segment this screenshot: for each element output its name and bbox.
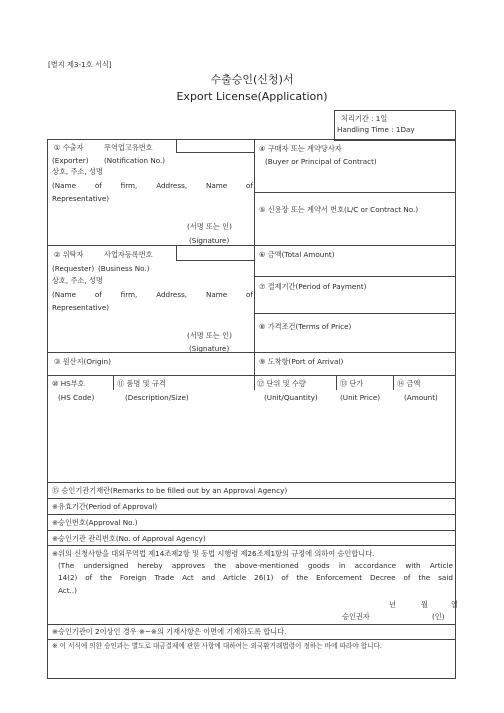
column-divider (254, 375, 255, 390)
exporter-label: ① 수출자 (54, 143, 84, 152)
title-korean: 수출승인(신청)서 (210, 73, 294, 86)
divider (254, 313, 456, 314)
exporter-firm-ko: 상호, 주소, 성명 (52, 167, 103, 176)
unit-quantity-header: ⑫ 단위 및 수량 (257, 379, 306, 388)
word: the (100, 573, 112, 582)
word: said (438, 573, 453, 582)
divider (254, 192, 456, 193)
unit-price-header: ⑬ 단가 (340, 379, 364, 388)
word: of (403, 573, 411, 582)
hs-code-header-en: (HS Code) (58, 393, 95, 402)
word: (Name (52, 290, 77, 299)
word: of (246, 290, 253, 299)
footnote-1: ※승인기관이 2이상인 경우 ※~※의 기재사항은 이면에 기재하도록 합니다. (52, 627, 287, 636)
form-number: [별지 제3-1호 서식] (48, 60, 112, 69)
exporter-sign-ko: (서명 또는 인) (187, 222, 232, 231)
payment-label: ⑦ 결제기간(Period of Payment) (259, 282, 367, 291)
business-number-field[interactable] (176, 245, 255, 261)
validity-label: ※유효기간(Period of Approval) (52, 502, 158, 511)
word: undersigned (83, 561, 129, 570)
amount-label: ⑥ 금액(Total Amount) (259, 250, 335, 259)
word: with (405, 561, 421, 570)
approver-label: 승인권자 (342, 612, 370, 621)
approval-statement-en-1 (58, 561, 453, 570)
divider (254, 276, 456, 277)
date-day: 일 (451, 600, 458, 609)
date-year: 년 (389, 600, 396, 609)
requester-label: ② 위탁자 (54, 250, 84, 259)
footnote-2: ※ 이 서식에 의한 승인과는 별도로 대금결제에 관한 사항에 대하여는 외국환거래법령이 정하는 바에 따라야 합니다. (52, 642, 382, 650)
amount-header-en: (Amount) (404, 393, 438, 402)
form-border (47, 139, 456, 679)
requester-en: (Requester) (52, 264, 95, 273)
approval-statement-en-2 (58, 573, 453, 582)
trade-number-field[interactable] (176, 139, 255, 153)
price-terms-label: ⑧ 가격조건(Terms of Price) (259, 322, 352, 331)
word: Article (429, 561, 453, 570)
divider (47, 352, 456, 353)
word: 14(2) (58, 573, 78, 582)
exporter-firm-en (52, 181, 253, 190)
word: goods (307, 561, 330, 570)
word: Name (205, 181, 228, 190)
seal-mark: (인) (432, 612, 445, 621)
word: and (201, 573, 216, 582)
exporter-en: (Exporter) (52, 156, 89, 165)
divider (47, 530, 456, 531)
business-number-label: 사업자등록번호 (104, 250, 153, 259)
divider (47, 482, 456, 483)
lc-label: ⑤ 신용장 또는 계약서 번호(L/C or Contract No.) (259, 205, 419, 214)
divider (47, 375, 456, 376)
word: Address, (156, 181, 188, 190)
hs-code-header: ⑩ HS부호 (52, 379, 85, 388)
origin-label: ③ 원산지(Origin) (54, 357, 111, 366)
approval-number-label: ※승인번호(Approval No.) (52, 518, 138, 527)
unit-price-header-en: (Unit Price) (340, 393, 381, 402)
divider (47, 514, 456, 515)
description-header: ⑪ 품명 및 규격 (117, 379, 166, 388)
word: approves (171, 561, 205, 570)
word: the (296, 573, 309, 582)
processing-time-ko: 처리기간 : 1일 (341, 114, 388, 123)
word: above-mentioned (235, 561, 299, 570)
requester-firm-ko: 상호, 주소, 성명 (52, 276, 103, 285)
amount-header: ⑭ 금액 (397, 379, 421, 388)
trade-number-label: 무역업고유번호 (104, 143, 153, 152)
word: firm, (120, 181, 138, 190)
requester-sign-ko: (서명 또는 인) (187, 331, 232, 340)
column-divider (336, 375, 337, 390)
word: Name (205, 290, 228, 299)
remarks-label: ⑮ 승인기관기재란(Remarks to be filled out by an Approval Agency) (52, 486, 288, 495)
approval-statement-ko: ※위의 신청사항을 대외무역법 제14조제2항 및 동법 시행령 제26조제1항의 규정에 의하여 승인합니다. (52, 549, 375, 558)
word: Address, (156, 290, 188, 299)
date-month: 월 (421, 600, 428, 609)
word: Act (182, 573, 194, 582)
buyer-label: ④ 구매자 또는 계약당사자 (259, 144, 342, 153)
word: (The (58, 561, 75, 570)
column-divider (113, 375, 114, 390)
word: in (338, 561, 346, 570)
word: hereby (137, 561, 163, 570)
divider (47, 545, 456, 546)
divider (47, 624, 456, 625)
approval-statement-en-3: Act..) (58, 586, 77, 595)
word: Foreign (119, 573, 147, 582)
word: of (281, 573, 289, 582)
exporter-sign-en: (Signature) (189, 236, 230, 245)
word: Trade (154, 573, 175, 582)
word: Article (223, 573, 247, 582)
column-divider (393, 375, 394, 390)
word: the (418, 573, 431, 582)
title-english: Export License(Application) (176, 90, 328, 103)
word: Decree (370, 573, 396, 582)
word: (Name (52, 181, 77, 190)
word: firm, (120, 290, 138, 299)
word: 26(1) (254, 573, 274, 582)
description-header-en: (Description/Size) (125, 393, 189, 402)
word: the (214, 561, 227, 570)
word: of (85, 573, 93, 582)
unit-quantity-header-en: (Unit/Quantity) (264, 393, 318, 402)
arrival-label: ⑨ 도착항(Port of Arrival) (259, 357, 344, 366)
requester-sign-en: (Signature) (189, 344, 230, 353)
divider (47, 639, 456, 640)
word: of (94, 181, 102, 190)
processing-time-en: Handling Time : 1Day (337, 125, 415, 134)
agency-number-label: ※승인기관 관리번호(No. of Approval Agency) (52, 534, 206, 543)
requester-firm-en (52, 290, 253, 299)
requester-representative: Representative) (52, 303, 110, 312)
business-en: (Business No.) (98, 264, 150, 273)
word: of (246, 181, 253, 190)
word: of (94, 290, 102, 299)
word: Enforcement (316, 573, 363, 582)
word: accordance (354, 561, 397, 570)
notification-en: (Notification No.) (104, 156, 166, 165)
exporter-representative: Representative) (52, 194, 110, 203)
buyer-label-en: (Buyer or Principal of Contract) (265, 157, 377, 166)
divider (47, 498, 456, 499)
